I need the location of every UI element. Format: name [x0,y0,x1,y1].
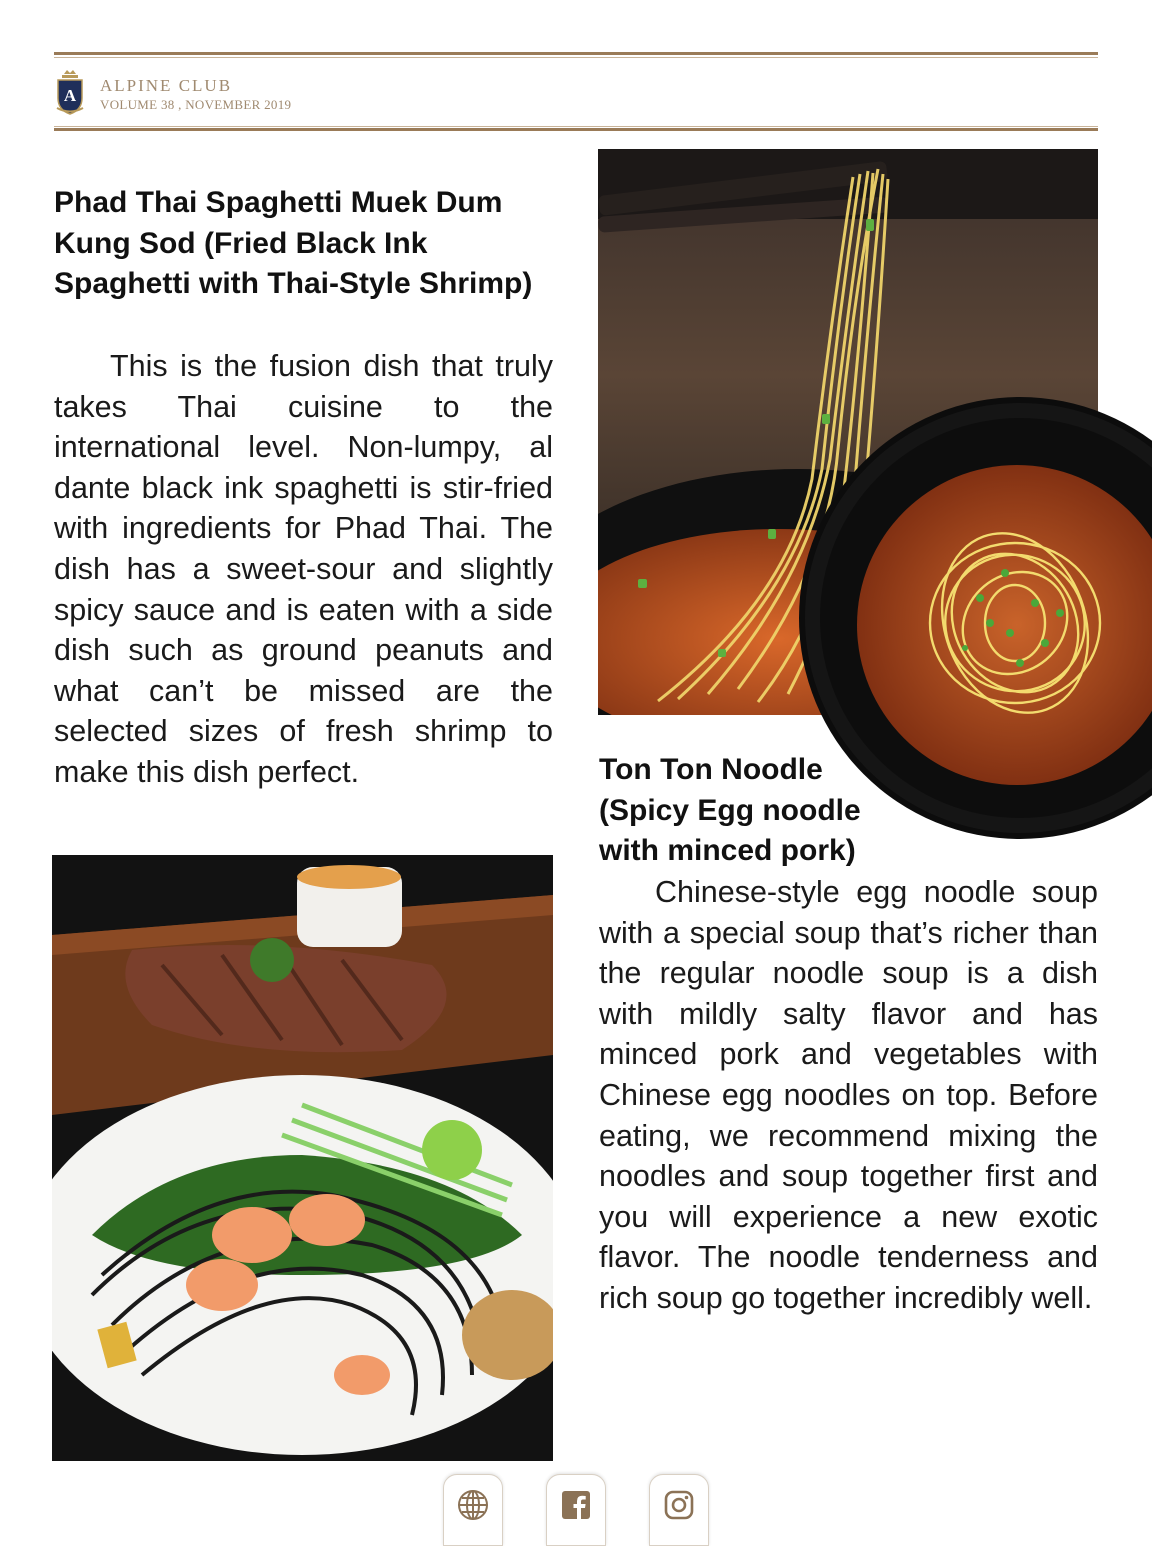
facebook-link[interactable] [546,1474,606,1546]
phad-thai-spaghetti-photo [52,855,553,1461]
brand-name: ALPINE CLUB [100,76,233,95]
instagram-icon [663,1489,695,1521]
crest-letter: A [63,86,77,105]
header-rule-bottom-thin [54,126,1098,127]
issue-info: VOLUME 38 , NOVEMBER 2019 [100,97,292,112]
globe-icon [457,1489,489,1521]
ton-ton-noodle-body: Chinese-style egg noodle soup with a special soup that’s richer than the regular noodle soup is a dish with mildly salty flavor and has minced pork and vegetables with Chinese egg noodles on top. Before eating, we recommend mixing the noodles and soup together first and you will experience a new exotic flavor. The noodle tenderness and rich soup go together incredibly well. [599,875,1098,1315]
facebook-icon [560,1489,592,1521]
header-rule-bottom [54,128,1098,131]
header-rule-top [54,52,1098,55]
header-rule-top-thin [54,57,1098,58]
website-link[interactable] [443,1474,503,1546]
alpine-club-crest-icon [55,68,85,116]
ton-ton-noodle-title: Ton Ton Noodle (Spicy Egg noodle with minced pork) [599,753,861,868]
phad-thai-title: Phad Thai Spaghetti Muek Dum Kung Sod (Fried Black Ink Spaghetti with Thai-Style Shrimp) [54,186,533,301]
instagram-link[interactable] [649,1474,709,1546]
phad-thai-body: This is the fusion dish that truly takes Thai cuisine to the international level. Non-lumpy, al dante black ink spaghetti is stir-fried with ingredients for Phad Thai. The dish has a sweet-sour and slightly spicy sauce and is eaten with a side dish such as ground peanuts and what can’t be missed are the selected sizes of fresh shrimp to make this dish perfect. [54,349,553,789]
